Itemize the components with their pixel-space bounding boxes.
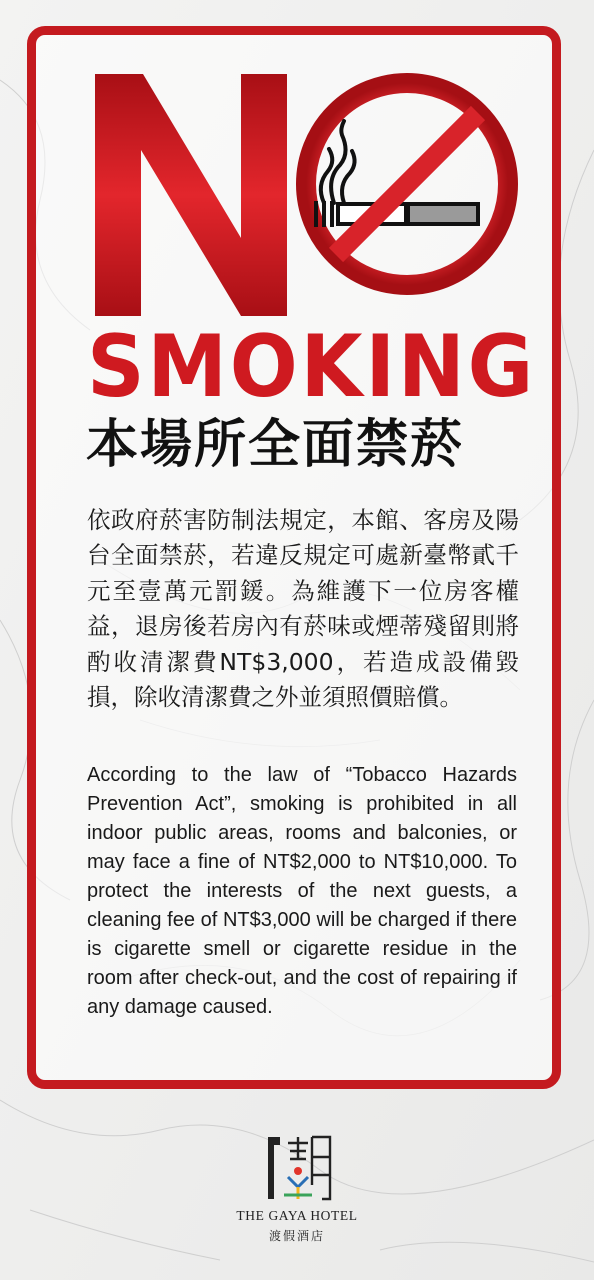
hotel-name: THE GAYA HOTEL bbox=[236, 1208, 358, 1223]
smoking-label: SMOKING bbox=[87, 317, 537, 417]
chinese-notice-text: 依政府菸害防制法規定，本館、客房及陽台全面禁菸，若違反規定可處新臺幣貳千元至壹萬元罰鍰。為維護下一位房客權益，退房後若房內有菸味或煙蒂殘留則將酌收清潔費NT$3,000，若造成設備毀損，除收清潔費之外並須照價賠償。 bbox=[87, 506, 519, 712]
headline-letter-n bbox=[91, 70, 291, 320]
english-notice-text: According to the law of “Tobacco Hazards Prevention Act”, smoking is prohibited in all indoor public areas, rooms and balconies, or may face a fine of NT$2,000 to NT$10,000. To protect the interests of the next guests, a cleaning fee of NT$3,000 will be charged if there is cigarette smell or cigarette residue in the room after check-out, and the cost of repairing if any damage caused. bbox=[87, 764, 517, 1018]
hotel-logo-icon bbox=[266, 1135, 332, 1201]
hotel-name-chinese: 渡假酒店 bbox=[268, 1229, 325, 1243]
no-smoking-icon bbox=[296, 73, 518, 295]
chinese-title: 本場所全面禁菸 bbox=[86, 415, 465, 475]
